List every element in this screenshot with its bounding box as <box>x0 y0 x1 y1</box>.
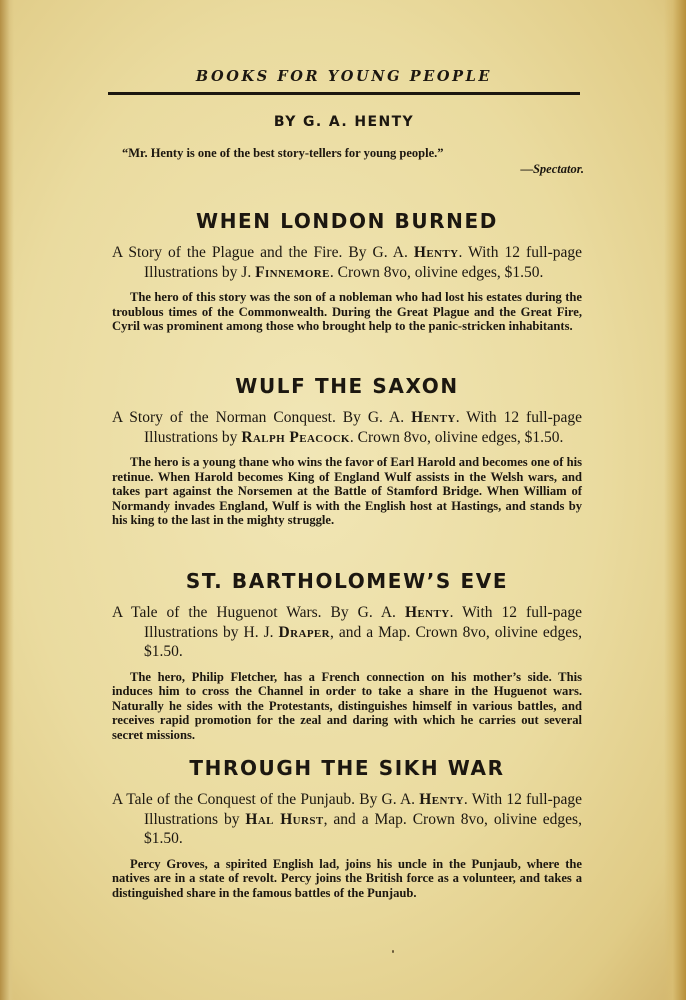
author-heading: BY G. A. HENTY <box>273 114 415 130</box>
book-summary: The hero of this story was the son of a nobleman who had lost his estates during the troublous times of the Commonwealth. During the Great Plague and the Great Fire, Cyril was prominent among those who brought help to the panic-stricken inhabitants. <box>112 290 582 334</box>
book-entry-st-bartholomews-eve <box>112 569 582 742</box>
book-description: A Story of the Plague and the Fire. By G. A. Henty. With 12 full-page Illustrations by J. Finnemore. Crown 8vo, olivine edges, $1.50. <box>112 244 582 281</box>
page-speck <box>392 950 394 953</box>
page-edge-right <box>664 0 686 1000</box>
book-title: WULF THE SAXON <box>235 374 459 398</box>
book-summary: The hero, Philip Fletcher, has a French connection on his mother’s side. This induces him to cross the Channel in order to take a share in the Huguenot wars. Naturally he sides with the Protestants, distinguishes himself in various battles, and receives rapid promotion for the zeal and daring with which he carries out several secret missions. <box>112 669 582 742</box>
book-title: ST. BARTHOLOMEW’S EVE <box>185 569 509 593</box>
running-head: BOOKS FOR YOUNG PEOPLE <box>195 68 493 85</box>
page-edge-left <box>0 0 14 1000</box>
book-entry-wulf-the-saxon <box>112 374 582 528</box>
book-description: A Tale of the Huguenot Wars. By G. A. Henty. With 12 full-page Illustrations by H. J. Draper, and a Map. Crown 8vo, olivine edges, $1.50. <box>112 604 582 660</box>
book-title: WHEN LONDON BURNED <box>196 209 498 233</box>
book-description: A Tale of the Conquest of the Punjaub. By G. A. Henty. With 12 full-page Illustrations by Hal Hurst, and a Map. Crown 8vo, olivine edges, $1.50. <box>112 791 582 847</box>
book-title: THROUGH THE SIKH WAR <box>189 756 505 780</box>
book-summary: Percy Groves, a spirited English lad, joins his uncle in the Punjaub, where the natives are in a state of revolt. Percy joins the British force as a volunteer, and takes a distinguished share in the famous battles of the Punjaub. <box>112 856 582 900</box>
book-entry-through-the-sikh-war <box>112 756 582 900</box>
review-quote: “Mr. Henty is one of the best story-tellers for young people.” <box>122 146 444 160</box>
book-description: A Story of the Norman Conquest. By G. A. Henty. With 12 full-page Illustrations by Ralph Peacock. Crown 8vo, olivine edges, $1.50. <box>112 409 582 446</box>
book-entry-when-london-burned <box>112 209 582 334</box>
review-source: —Spectator. <box>520 162 584 176</box>
header-rule <box>108 92 580 95</box>
book-summary: The hero is a young thane who wins the favor of Earl Harold and becomes one of his retinue. When Harold becomes King of England Wulf assists in the Welsh wars, and takes part against the Norsemen at the Battle of Stamford Bridge. When William of Normandy invades England, Wulf is with the English host at Hastings, and stands by his king to the last in the mighty struggle. <box>112 455 582 528</box>
